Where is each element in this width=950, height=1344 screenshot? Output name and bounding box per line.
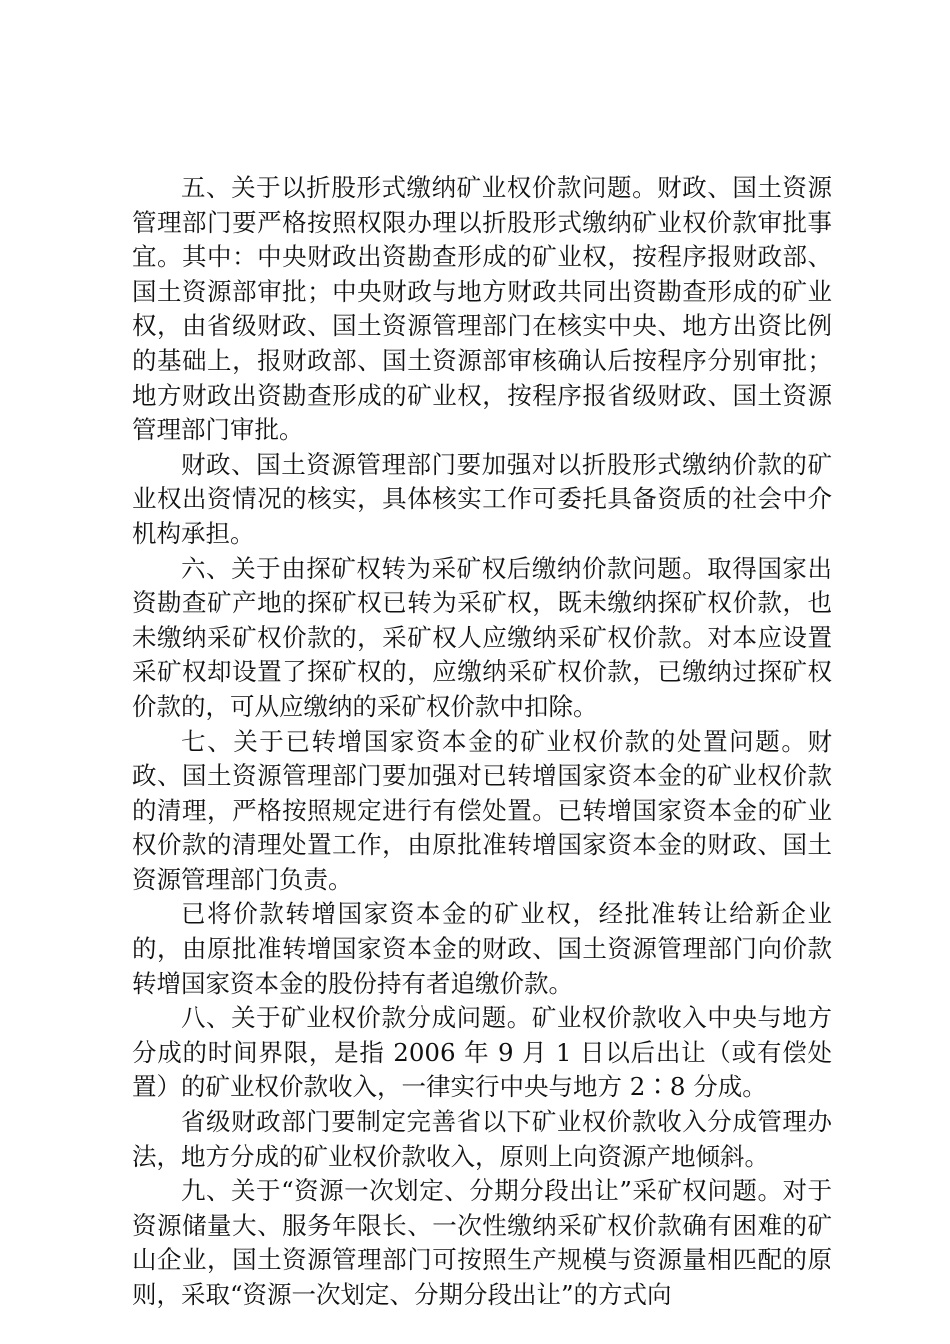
paragraph-7-transfer: 已将价款转增国家资本金的矿业权，经批准转让给新企业的，由原批准转增国家资本金的财政、国土资源管理部门向价款转增国家资本金的股份持有者追缴价款。: [132, 899, 832, 998]
document-body: [132, 171, 832, 1313]
paragraph-8-revenue-sharing: 八、关于矿业权价款分成问题。矿业权价款收入中央与地方分成的时间界限，是指 2006 年 9 月 1 日以后出让（或有偿处置）的矿业权价款收入，一律实行中央与地方 2∶8 分成。: [132, 1003, 832, 1102]
paragraph-7-state-capital: 七、关于已转增国家资本金的矿业权价款的处置问题。财政、国土资源管理部门要加强对已转增国家资本金的矿业权价款的清理，严格按照规定进行有偿处置。已转增国家资本金的矿业权价款的清理处置工作，由原批准转增国家资本金的财政、国土资源管理部门负责。: [132, 726, 832, 894]
paragraph-6-exploration-to-mining: 六、关于由探矿权转为采矿权后缴纳价款问题。取得国家出资勘查矿产地的探矿权已转为采矿权，既未缴纳探矿权价款，也未缴纳采矿权价款的，采矿权人应缴纳采矿权价款。对本应设置采矿权却设置了探矿权的，应缴纳采矿权价款，已缴纳过探矿权价款的，可从应缴纳的采矿权价款中扣除。: [132, 553, 832, 721]
paragraph-8-provincial-rules: 省级财政部门要制定完善省以下矿业权价款收入分成管理办法，地方分成的矿业权价款收入，原则上向资源产地倾斜。: [132, 1107, 832, 1171]
paragraph-9-phased-transfer: 九、关于“资源一次划定、分期分段出让”采矿权问题。对于资源储量大、服务年限长、一次性缴纳采矿权价款确有困难的矿山企业，国土资源管理部门可按照生产规模与资源量相匹配的原则，采取“资源一次划定、分期分段出让”的方式向: [132, 1176, 832, 1309]
paragraph-5-share-conversion: 五、关于以折股形式缴纳矿业权价款问题。财政、国土资源管理部门要严格按照权限办理以折股形式缴纳矿业权价款审批事宜。其中：中央财政出资勘查形成的矿业权，按程序报财政部、国土资源部审批；中央财政与地方财政共同出资勘查形成的矿业权，由省级财政、国土资源管理部门在核实中央、地方出资比例的基础上，报财政部、国土资源部审核确认后按程序分别审批；地方财政出资勘查形成的矿业权，按程序报省级财政、国土资源管理部门审批。: [132, 173, 832, 445]
paragraph-5-verification: 财政、国土资源管理部门要加强对以折股形式缴纳价款的矿业权出资情况的核实，具体核实工作可委托具备资质的社会中介机构承担。: [132, 449, 832, 548]
